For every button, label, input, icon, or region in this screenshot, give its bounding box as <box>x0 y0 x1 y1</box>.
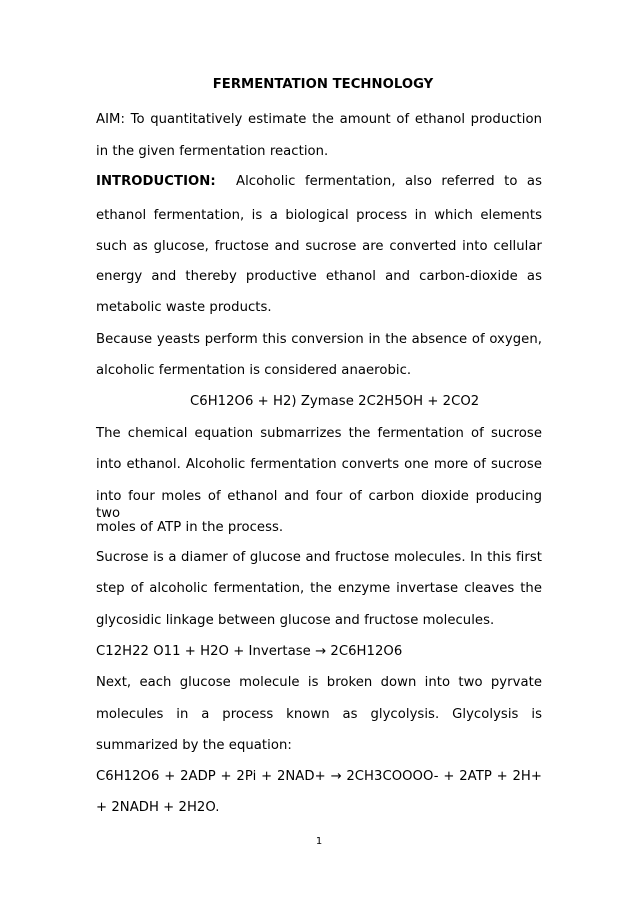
document-title: FERMENTATION TECHNOLOGY <box>212 77 434 92</box>
introduction-line <box>96 173 542 190</box>
body-line: energy and thereby productive ethanol and carbon-dioxide as <box>96 269 542 284</box>
glycolysis-equation: C6H12O6 + 2ADP + 2Pi + 2NAD+ → 2CH3COOOO- + 2ATP + 2H+ <box>96 769 542 784</box>
glycolysis-equation-continued: + 2NADH + 2H2O. <box>96 800 220 815</box>
zymase-equation: C6H12O6 + H2) Zymase 2C2H5OH + 2CO2 <box>190 394 480 409</box>
body-line: glycosidic linkage between glucose and fructose molecules. <box>96 613 495 628</box>
body-line: such as glucose, fructose and sucrose are converted into cellular <box>96 239 542 254</box>
body-line: Next, each glucose molecule is broken down into two pyrvate <box>96 675 542 690</box>
body-line: metabolic waste products. <box>96 300 272 315</box>
body-line: into four moles of ethanol and four of carbon dioxide producing two <box>96 489 542 521</box>
body-line: alcoholic fermentation is considered anaerobic. <box>96 363 412 378</box>
body-line: Sucrose is a diamer of glucose and fructose molecules. In this first <box>96 550 542 565</box>
body-line: The chemical equation submarrizes the fermentation of sucrose <box>96 426 542 441</box>
body-line: into ethanol. Alcoholic fermentation converts one more of sucrose <box>96 457 542 472</box>
body-line: Because yeasts perform this conversion in the absence of oxygen, <box>96 332 542 347</box>
introduction-label: INTRODUCTION: <box>96 174 216 189</box>
invertase-equation: C12H22 O11 + H2O + Invertase → 2C6H12O6 <box>96 644 403 659</box>
page-number: 1 <box>315 836 323 847</box>
body-line: molecules in a process known as glycolysis. Glycolysis is <box>96 707 542 722</box>
aim-line-1: AIM: To quantitatively estimate the amount of ethanol production <box>96 112 542 127</box>
body-line: step of alcoholic fermentation, the enzyme invertase cleaves the <box>96 581 542 596</box>
body-line: ethanol fermentation, is a biological process in which elements <box>96 208 542 223</box>
introduction-text: Alcoholic fermentation, also referred to as <box>236 174 542 189</box>
body-line: summarized by the equation: <box>96 738 292 753</box>
body-line: moles of ATP in the process. <box>96 520 284 535</box>
aim-line-2: in the given fermentation reaction. <box>96 144 329 159</box>
